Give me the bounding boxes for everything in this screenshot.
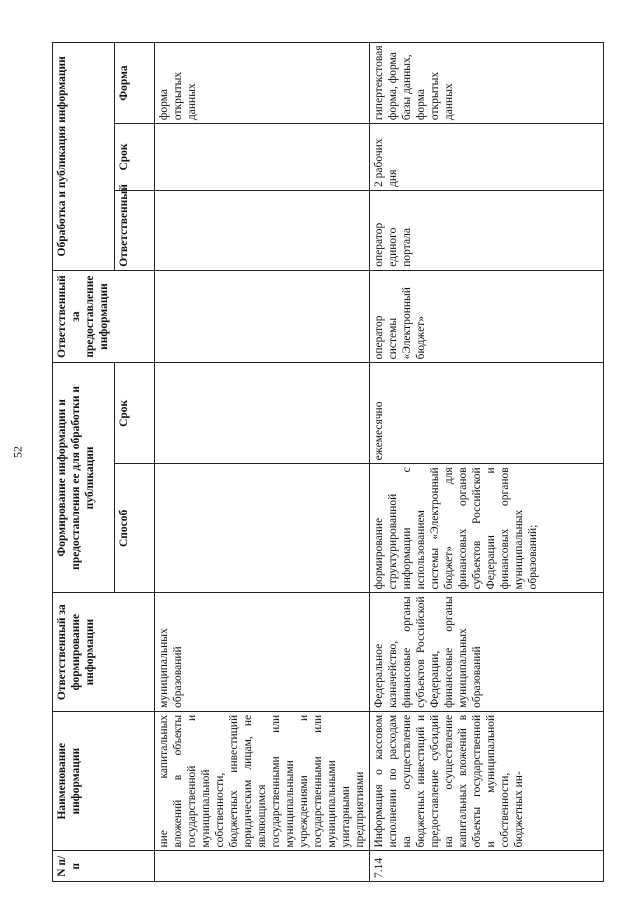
cell-resp-form: Федеральное казначейство, финансовые органы субъектов Российской Федерации, финансовые органы муниципальных образований <box>370 593 604 712</box>
cell-method <box>155 464 370 593</box>
rotated-table-container <box>52 42 608 882</box>
header-term: Срок <box>115 124 155 191</box>
cell-period <box>155 363 370 464</box>
cell-resp-provide: оператор системы «Электронный бюджет» <box>370 270 604 363</box>
header-resp-provide: Ответственный за предоставление информации <box>53 270 155 363</box>
header-formation-group: Формирование информации и предоставления ее для обработки и публикации <box>53 363 115 593</box>
cell-resp-form: муниципальных образований <box>155 593 370 712</box>
cell-period: ежемесячно <box>370 363 604 464</box>
header-responsible: Ответственный <box>115 190 155 270</box>
cell-num: 7.14 <box>370 851 604 882</box>
table-row <box>370 43 604 882</box>
header-method: Способ <box>115 464 155 593</box>
header-name: Наименование информации <box>53 711 155 851</box>
cell-term: 2 рабочих дня <box>370 124 604 191</box>
header-row-1 <box>53 43 115 882</box>
cell-responsible <box>155 190 370 270</box>
cell-name: Информация о кассовом исполнении по расходам на осуществление бюджетных инвестиций и предоставление субсидий на осуществление капитальных вложений в объекты государственной и муниципальной собственности, бюджетных ин- <box>370 711 604 851</box>
page-number: 52 <box>10 446 25 458</box>
header-processing-group: Обработка и публикация информации <box>53 43 115 271</box>
header-resp-form: Ответственный за формирование информации <box>53 593 155 712</box>
header-num: N п/п <box>53 851 155 882</box>
cell-term <box>155 124 370 191</box>
cell-method: формирование структурированной информации с использованием системы «Электронный бюджет» для финансовых органов субъектов Российской Федерации и финансовых органов муниципальных образований; <box>370 464 604 593</box>
information-table <box>52 42 604 882</box>
header-period: Срок <box>115 363 155 464</box>
table-row <box>155 43 370 882</box>
cell-form: форма открытых данных <box>155 43 370 124</box>
cell-num <box>155 851 370 882</box>
cell-responsible: оператор единого портала <box>370 190 604 270</box>
header-form: Форма <box>115 43 155 124</box>
cell-name: ние капитальных вложений в объекты государственной и муниципальной собственности, бюджетных инвестиций юридическим лицам, не являющимся государственными или муниципальными учреждениями и государственными или муниципальными унитарными предприятиями <box>155 711 370 851</box>
cell-form: гипертекстовая форма, форма базы данных, форма открытых данных <box>370 43 604 124</box>
cell-resp-provide <box>155 270 370 363</box>
